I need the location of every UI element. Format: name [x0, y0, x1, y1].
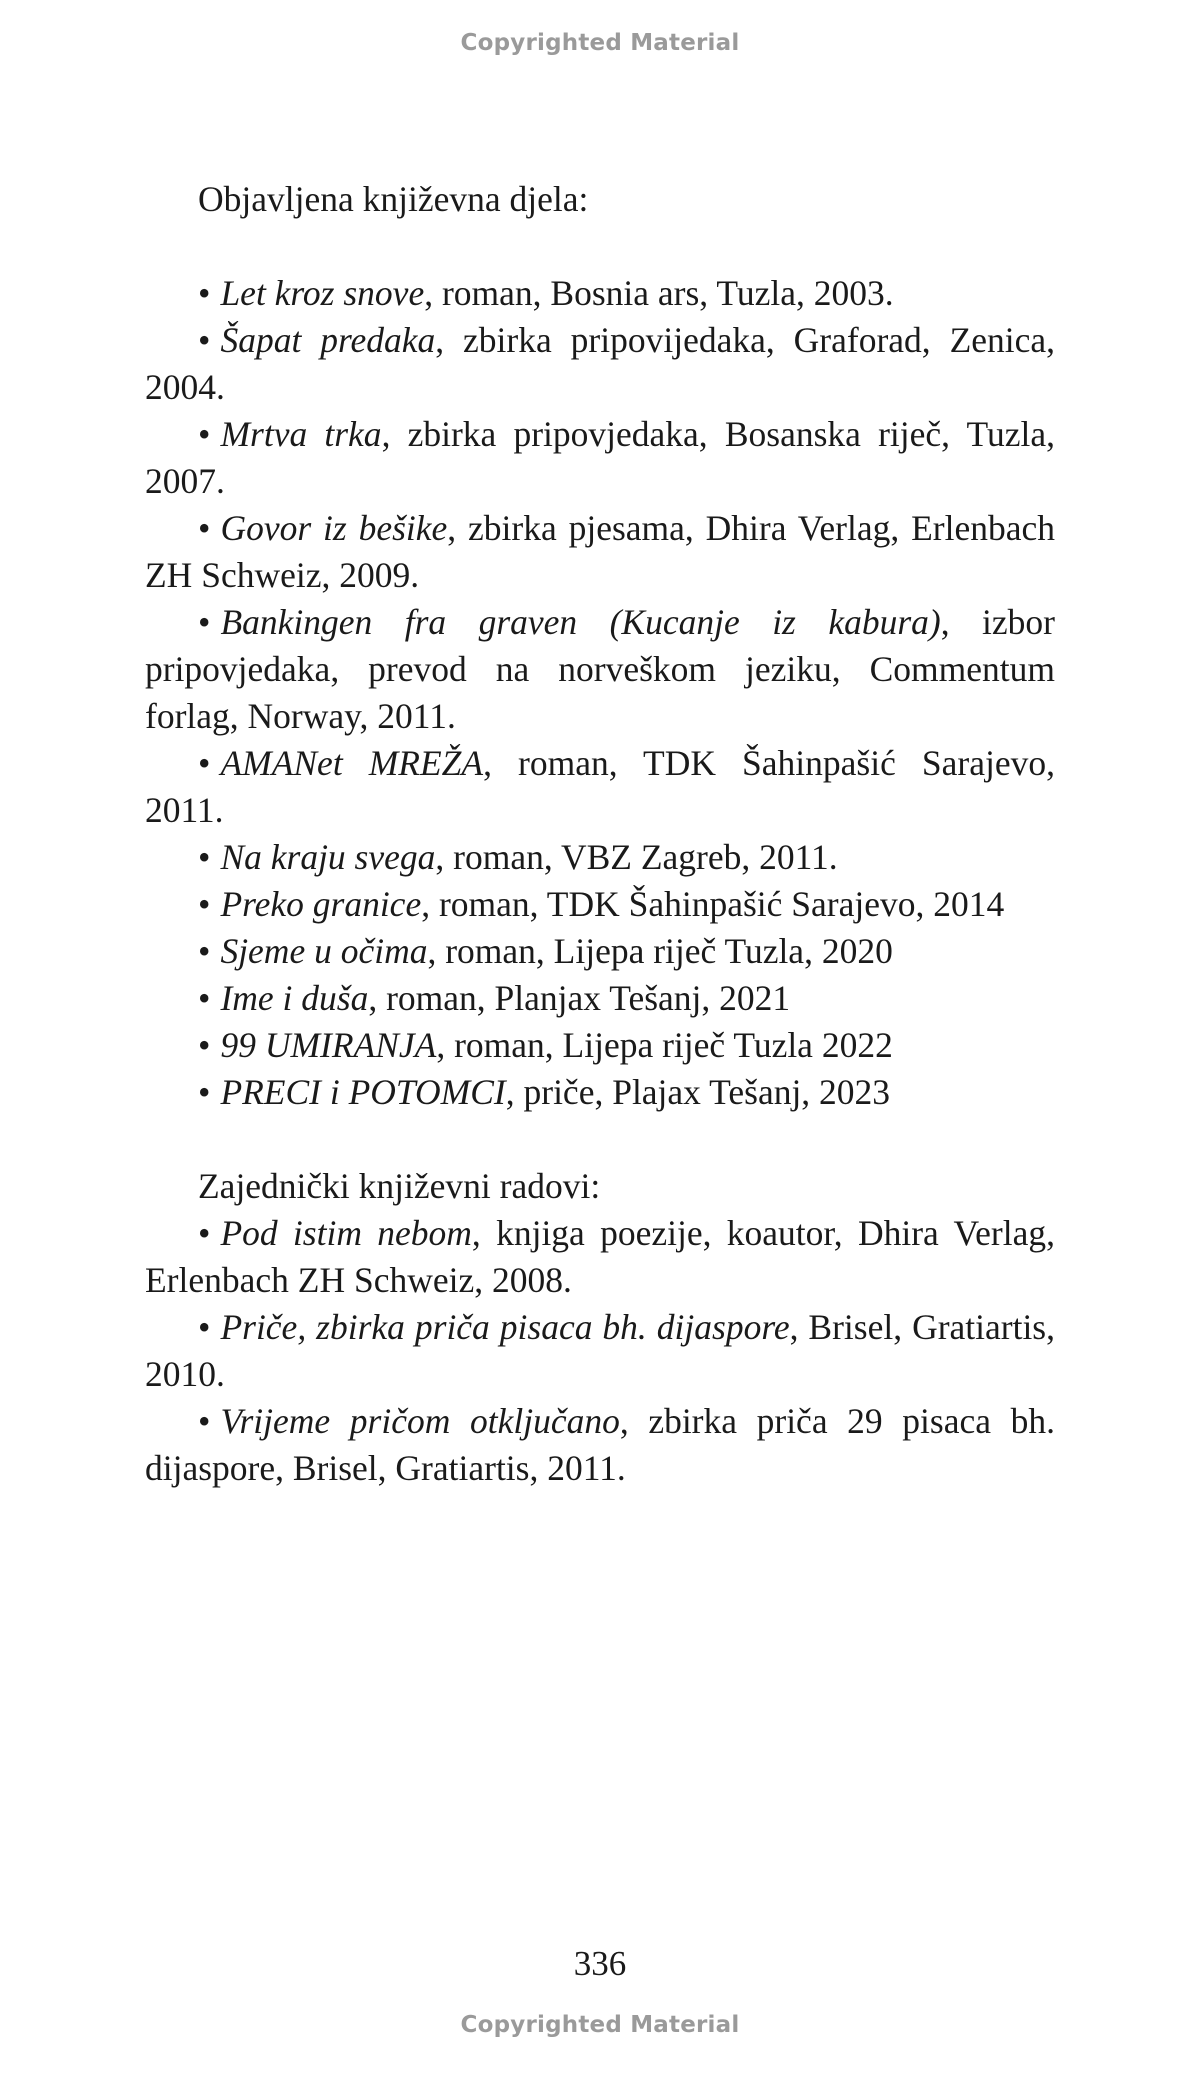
list-item — [145, 881, 1055, 928]
list-item — [145, 411, 1055, 505]
work-details: , knjiga poezije, koautor, Dhira Verlag, Erlenbach ZH Schweiz, 2008. — [145, 1213, 1055, 1300]
copyright-watermark-bottom: Copyrighted Material — [460, 2012, 740, 2038]
bullet: • — [198, 1307, 211, 1347]
work-details: , zbirka priča 29 pisaca bh. dijaspore, Brisel, Gratiartis, 2011. — [145, 1401, 1055, 1488]
work-details: , roman, Lijepa riječ Tuzla, 2020 — [427, 931, 893, 971]
bullet: • — [198, 884, 211, 924]
work-details: , roman, Lijepa riječ Tuzla 2022 — [436, 1025, 893, 1065]
list-item — [145, 1022, 1055, 1069]
bullet: • — [198, 320, 211, 360]
list-item — [145, 599, 1055, 740]
work-details: , zbirka pripovijedaka, Graforad, Zenica, 2004. — [145, 320, 1056, 407]
work-details: , Brisel, Gratiartis, 2010. — [145, 1307, 1055, 1394]
list-item — [145, 505, 1055, 599]
work-title: Priče, zbirka priča pisaca bh. dijaspore — [220, 1307, 790, 1347]
work-title: Govor iz bešike — [220, 508, 448, 548]
work-details: , priče, Plajax Tešanj, 2023 — [505, 1072, 891, 1112]
bullet: • — [198, 931, 211, 971]
work-details: , roman, Planjax Tešanj, 2021 — [368, 978, 791, 1018]
work-title: Mrtva trka — [220, 414, 382, 454]
list-item — [145, 928, 1055, 975]
work-title: Ime i duša — [220, 978, 369, 1018]
joint-works-list — [145, 1210, 1055, 1492]
list-item — [145, 740, 1055, 834]
list-item — [145, 317, 1055, 411]
work-title: PRECI i POTOMCI — [220, 1072, 506, 1112]
bullet: • — [198, 508, 211, 548]
work-title: Na kraju svega — [220, 837, 436, 877]
work-title: Sjeme u očima — [220, 931, 428, 971]
work-details: , roman, VBZ Zagreb, 2011. — [435, 837, 838, 877]
bullet: • — [198, 414, 211, 454]
bullet: • — [198, 1072, 211, 1112]
work-details: , roman, TDK Šahinpašić Sarajevo, 2011. — [145, 743, 1055, 830]
list-item — [145, 1069, 1055, 1116]
work-details: , roman, TDK Šahinpašić Sarajevo, 2014 — [421, 884, 1005, 924]
bullet: • — [198, 837, 211, 877]
work-title: Pod istim nebom — [220, 1213, 472, 1253]
work-details: , zbirka pripovjedaka, Bosanska riječ, Tuzla, 2007. — [145, 414, 1055, 501]
list-item — [145, 1304, 1055, 1398]
bullet: • — [198, 1401, 211, 1441]
spacer — [145, 223, 1055, 270]
spacer — [145, 1116, 1055, 1163]
bullet: • — [198, 1213, 211, 1253]
work-title: Šapat predaka — [220, 320, 436, 360]
copyright-watermark-top: Copyrighted Material — [460, 30, 740, 56]
published-works-heading: Objavljena književna djela: — [198, 179, 589, 219]
bullet: • — [198, 602, 211, 642]
bullet: • — [198, 273, 211, 313]
work-title: Vrijeme pričom otključano — [220, 1401, 620, 1441]
list-item — [145, 975, 1055, 1022]
page-body — [145, 176, 1055, 1492]
work-title: 99 UMIRANJA — [220, 1025, 437, 1065]
list-item — [145, 270, 1055, 317]
work-details: , roman, Bosnia ars, Tuzla, 2003. — [424, 273, 894, 313]
work-title: Bankingen fra graven (Kucanje iz kabura) — [220, 602, 941, 642]
list-item — [145, 1398, 1055, 1492]
list-item — [145, 1210, 1055, 1304]
work-title: Preko granice — [220, 884, 422, 924]
work-details: , zbirka pjesama, Dhira Verlag, Erlenbach ZH Schweiz, 2009. — [145, 508, 1055, 595]
work-title: AMANet MREŽA — [220, 743, 484, 783]
published-works-list — [145, 270, 1055, 1116]
list-item — [145, 834, 1055, 881]
joint-works-heading: Zajednički književni radovi: — [198, 1166, 601, 1206]
work-details: , izbor pripovjedaka, prevod na norveškom jeziku, Commentum forlag, Norway, 2011. — [145, 602, 1055, 736]
page-number: 336 — [573, 1944, 627, 1983]
bullet: • — [198, 978, 211, 1018]
bullet: • — [198, 1025, 211, 1065]
bullet: • — [198, 743, 211, 783]
work-title: Let kroz snove — [220, 273, 425, 313]
